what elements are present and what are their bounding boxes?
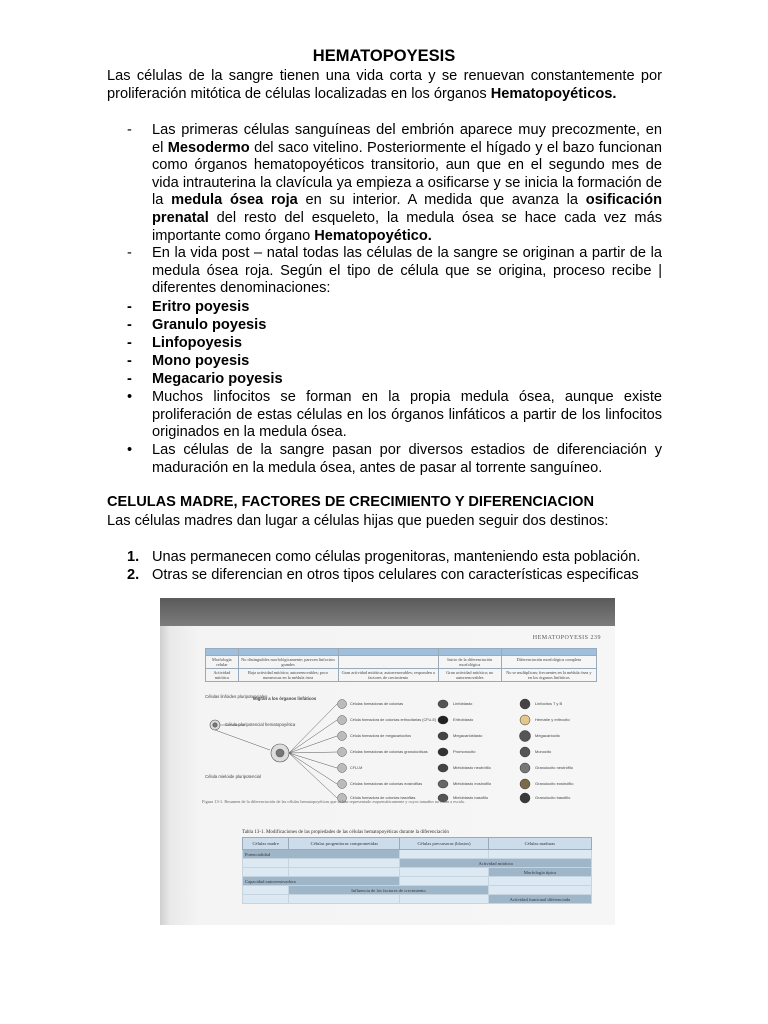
differentiation-table: Tabla 13-1. Modificaciones de las propiedades de las células hematopoyéticas durante la diferenciación Células madre Células progenitoras comprometidas Células precursoras (blastos) Células maduras Potencialidad Actividad mitótica Morfología típica Capacidad autorrenovadora Influencia de los factores de crecimiento Actividad funcional diferenciada <box>242 830 592 904</box>
list-item-text: En la vida post – natal todas las células de la sangre se originan a partir de la medula ósea roja. Según el tipo de célula que se origina, proceso recibe | diferentes denominaciones: <box>152 245 662 297</box>
svg-text:Células formadoras de colonias: Células formadoras de colonias granulocíticas <box>350 750 428 754</box>
svg-text:Mieloblasto basófilo: Mieloblasto basófilo <box>453 795 489 800</box>
svg-text:Linfoblasto: Linfoblasto <box>453 701 473 706</box>
figure-caption: Figura 13-1. Resumen de la diferenciación de las células hematopoyéticas que se han representado esquemáticamente y cuyos tamaños no están a escala. <box>202 799 465 804</box>
page-title: HEMATOPOYESIS <box>312 47 456 65</box>
svg-text:Célula formadora de colonias b: Célula formadora de colonias basófilas <box>350 796 416 800</box>
progenitor-column <box>338 700 438 803</box>
svg-text:Célula formadora de megacarioc: Célula formadora de megacariocitos <box>350 734 411 738</box>
intro-bold-term: Hematopoyéticos. <box>490 85 617 102</box>
svg-text:Promonocito: Promonocito <box>453 749 476 754</box>
photo-top-shadow <box>160 598 615 626</box>
intro-text: Las células de la sangre tienen una vida corta y se renuevan constantemente por proliferación mitótica de células localizadas en los órganos <box>107 68 662 102</box>
textbook-page-header: HEMATOPOYESIS 239 <box>532 635 601 641</box>
section-heading: CELULAS MADRE, FACTORES DE CRECIMIENTO Y DIFERENCIACION <box>107 494 595 510</box>
number-marker: 1. <box>127 549 140 565</box>
section-intro: Las células madres dan lugar a células hijas que pueden seguir dos destinos: <box>107 513 609 529</box>
svg-text:Eritroblasto: Eritroblasto <box>453 717 474 722</box>
svg-text:Hematíe y eritrocito: Hematíe y eritrocito <box>535 717 570 722</box>
document-page: HEMATOPOYESIS Las células de la sangre tienen una vida corta y se renuevan constantemente por proliferación mitótica de células localizadas en los órganos Hematopoyéticos. - Las primeras células sanguíneas del embrión aparece muy precozmente, en el Mesodermo del saco vitelino. Posteriormente el hígado y el bazo funcionan como órganos hematopoyéticos transitorio, aun que en el segundo mes de vida intrauterina la clavícula ya empieza a osificarse y se inicia la formación de la medula ósea roja en su interior. A medida que avanza la osificación prenatal del resto del esqueleto, la medula ósea se hace cada vez más importante como órgano Hematopoyético. - En la vida post – natal todas las células de la sangre se originan a partir de la medula ósea roja. Según el tipo de célula que se origina, proceso recibe | diferentes denominaciones: - Eritro poyesis - Granulo poyesis - Linfopoyesis - Mono poyesis - Megacario poyesis • Muchos linfocitos se forman en la propia medula ósea, aunque existe proliferación de estas células en los órganos linfáticos a partir de los linfocitos originados en la medula ósea. • Las células de la sangre pasan por diversos estadios de diferenciación y maduración en la medula ósea, antes de pasar al torrente sanguíneo. CELULAS MADRE, FACTORES DE CRECIMIENTO Y DIFERENCIACION Las células madres dan lugar a células hijas que pueden seguir dos destinos: 1. Unas permanecen como células progenitoras, manteniendo esta población. 2. Otras se diferencian en otros tipos celulares con características especificas HEMATOPOYESIS 239 Morfología celular No distinguibles morfológicamente; parecen linfocitos grandes Inicio de la diferenciación morfológica Diferenciación morfológica completa Actividad mitótica Baja actividad mitótica; autorrenovables; poco numerosas en la médula ósea Gran actividad mitótica; autorrenovables; responden a factores de crecimiento Gran actividad mitótica; no autorrenovables No se multiplican; frecuentes en la médula ósea y en los órganos linfáticos Células linfoides pluripotenciales Célula pluripotencial hematopoyética Célula mieloide pluripotencial Migran a los órganos linfáticos Células formadoras de colonias Célula formadora de colonias eritrocitarias (CFU-E) Célula formadora de megacariocitos Células formadoras de colonias granulocíticas CFU-M Células formadoras de colonias eosinófilas Célula formadora de colonias basófilas Linfoblasto Eritroblasto Megacarioblasto Promonocito Mieloblasto neutrófilo Mieloblasto eosinófilo Mieloblasto basófilo Linfocitos T y B Hematíe y eritrocito Megacariocito Monocito Granulocito neutrófilo Granulocito eosinófilo Granulocito basófilo Figura 13-1. Resumen de la diferenciación de las células hematopoyéticas que se han representado esquemáticamente y cuyos tamaños no están a escala. Tabla 13-1. Modificaciones de las propiedades de las células hematopoyéticas durante la diferenciación Células madre Células progenitoras comprometidas Células precursoras (blastos) Células maduras Potencialidad Actividad mitótica Morfología típica Capacidad autorrenovadora Influencia de los factores de crecimiento Actividad funcional diferenciada <box>0 0 768 1024</box>
svg-text:Células formadoras de colonias: Células formadoras de colonias <box>350 702 404 706</box>
textbook-figure-image <box>160 598 615 925</box>
svg-text:Megacarioblasto: Megacarioblasto <box>453 733 483 738</box>
hematopoiesis-diagram <box>205 690 597 806</box>
svg-text:Monocito: Monocito <box>535 749 552 754</box>
svg-text:Granulocito eosinófilo: Granulocito eosinófilo <box>535 781 574 786</box>
svg-text:Granulocito basófilo: Granulocito basófilo <box>535 795 571 800</box>
svg-text:Mieloblasto neutrófilo: Mieloblasto neutrófilo <box>453 765 491 770</box>
dash-marker: - <box>127 122 132 138</box>
dash-marker: - <box>127 245 132 261</box>
svg-text:Célula pluripotencial hematopo: Célula pluripotencial hematopoyética <box>225 722 296 727</box>
svg-text:Células linfoides pluripotenci: Células linfoides pluripotenciales <box>205 694 268 699</box>
svg-text:Migran a los órganos linfático: Migran a los órganos linfáticos <box>253 696 317 701</box>
number-marker: 2. <box>127 567 140 583</box>
svg-text:Células formadoras de colonias: Células formadoras de colonias eosinófilas <box>350 782 423 786</box>
properties-table: Morfología celular No distinguibles morfológicamente; parecen linfocitos grandes Inicio de la diferenciación morfológica Diferenciación morfológica completa Actividad mitótica Baja actividad mitótica; autorrenovables; poco numerosas en la médula ósea Gran actividad mitótica; autorrenovables; responden a factores de crecimiento Gran actividad mitótica; no autorrenovables No se multiplican; frecuentes en la médula ósea y en los órganos linfáticos <box>205 648 597 682</box>
svg-text:Célula mieloide pluripotencial: Célula mieloide pluripotencial <box>205 774 261 779</box>
list-item-text: Las primeras células sanguíneas del embrión aparece muy precozmente, en el Mesodermo del saco vitelino. Posteriormente el hígado y el bazo funcionan como órganos hematopoyéticos transitorio, aun que en el segundo mes de vida intrauterina la clavícula ya empieza a osificarse y se inicia la formación de la medula ósea roja en su interior. A medida que avanza la osificación prenatal del resto del esqueleto, la medula ósea se hace cada vez más importante como órgano Hematopoyético. <box>152 122 663 244</box>
svg-text:CFU-M: CFU-M <box>350 766 363 770</box>
svg-text:Linfocitos T y B: Linfocitos T y B <box>535 701 563 706</box>
svg-text:Célula formadora de colonias e: Célula formadora de colonias eritrocitarias (CFU-E) <box>350 718 437 722</box>
bullet-marker: • <box>127 389 133 405</box>
intro-paragraph <box>107 68 662 103</box>
precursor-column <box>438 700 492 802</box>
svg-text:Megacariocito: Megacariocito <box>535 733 560 738</box>
svg-text:Granulocito neutrófilo: Granulocito neutrófilo <box>535 765 574 770</box>
bullet-marker: • <box>127 442 133 458</box>
mature-column <box>520 699 575 803</box>
table-caption: Tabla 13-1. Modificaciones de las propiedades de las células hematopoyéticas durante la diferenciación <box>242 830 449 835</box>
svg-text:Mieloblasto eosinófilo: Mieloblasto eosinófilo <box>453 781 492 786</box>
